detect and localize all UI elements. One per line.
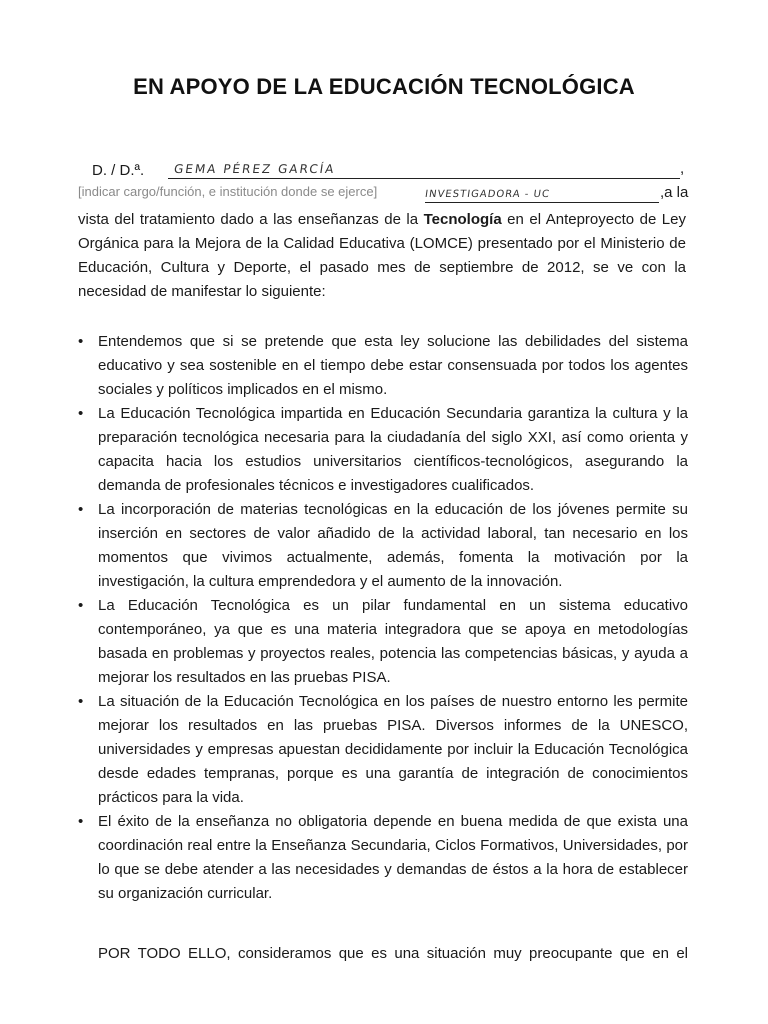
list-item (78, 594, 688, 690)
cargo-field (425, 184, 659, 203)
intro-line-1 (78, 208, 686, 232)
list-item-text: Entendemos que si se pretende que esta ley solucione las debilidades del sistema educativo y sea sostenible en el tiempo debe estar consensuada por todos los agentes sociales y políticos implicados en el mismo. (98, 333, 688, 398)
bullet-icon: • (78, 597, 84, 614)
list-item (78, 810, 688, 906)
list-item (78, 690, 688, 810)
intro-paragraph (78, 208, 686, 304)
intro-line-4: necesidad de manifestar lo siguiente: (78, 283, 326, 300)
list-item (78, 498, 688, 594)
intro-bold-term: Tecnología (423, 211, 502, 228)
list-item (78, 402, 688, 498)
list-item-text: La incorporación de materias tecnológicas en la educación de los jóvenes permite su inserción en sectores de valor añadido de la actividad laboral, tan necesario en los momentos que vivimos actualmente, además, fomenta la motivación por la investigación, la cultura emprendedora y el aumento de la innovación. (98, 501, 688, 590)
name-line-end: , (680, 160, 685, 177)
list-item-text: La Educación Tecnológica es un pilar fundamental en un sistema educativo contemporáneo, ya que es una materia integradora que se apoya en metodologías basada en problemas y proyectos reales, potencia las competencias básicas, y ayuda a mejorar los resultados en las pruebas PISA. (98, 597, 688, 686)
bullet-list (78, 330, 688, 906)
bullet-icon: • (78, 333, 84, 350)
name-label: D. / D.ª. (92, 162, 145, 179)
intro-line-3: Educación, Cultura y Deporte, el pasado mes de septiembre de 2012, se ve con la (78, 259, 686, 276)
cargo-line-end: ,a la (660, 184, 689, 201)
bullet-icon: • (78, 405, 84, 422)
intro-line-1-end: en el Anteproyecto de Ley (501, 211, 686, 228)
closing-line: POR TODO ELLO, consideramos que es una situación muy preocupante que en el (98, 945, 688, 962)
bullet-icon: • (78, 813, 84, 830)
list-item-text: La Educación Tecnológica impartida en Educación Secundaria garantiza la cultura y la preparación tecnológica necesaria para la ciudadanía del siglo XXI, así como orienta y capacita hacia los estudios universitarios científicos-tecnológicos, asegurando la demanda de profesionales técnicos e investigadores cualificados. (98, 405, 688, 494)
list-item-text: El éxito de la enseñanza no obligatoria depende en buena medida de que exista una coordinación real entre la Enseñanza Secundaria, Ciclos Formativos, Universidades, por lo que se debe atender a las necesidades y demandas de éstos a la hora de establecer su organización curricular. (98, 813, 688, 902)
bullet-icon: • (78, 693, 84, 710)
document-title: EN APOYO DE LA EDUCACIÓN TECNOLÓGICA (133, 74, 635, 99)
cargo-handwritten: INVESTIGADORA - UC (424, 189, 551, 200)
list-item (78, 330, 688, 402)
intro-line-2: Orgánica para la Mejora de la Calidad Educativa (LOMCE) presentado por el Ministerio de (78, 235, 686, 252)
name-handwritten: GEMA PÉREZ GARCÍA (173, 162, 337, 176)
list-item-text: La situación de la Educación Tecnológica en los países de nuestro entorno les permite mejorar los resultados en las pruebas PISA. Diversos informes de la UNESCO, universidades y empresas apuestan decididamente por incluir la Educación Tecnológica desde edades tempranas, porque es una garantía de integración de conocimientos prácticos para la vida. (98, 693, 688, 806)
cargo-hint: [indicar cargo/función, e institución donde se ejerce] (78, 184, 378, 199)
name-field (168, 160, 680, 179)
intro-line-1-text: vista del tratamiento dado a las enseñanzas de la (78, 211, 424, 228)
bullet-icon: • (78, 501, 84, 518)
